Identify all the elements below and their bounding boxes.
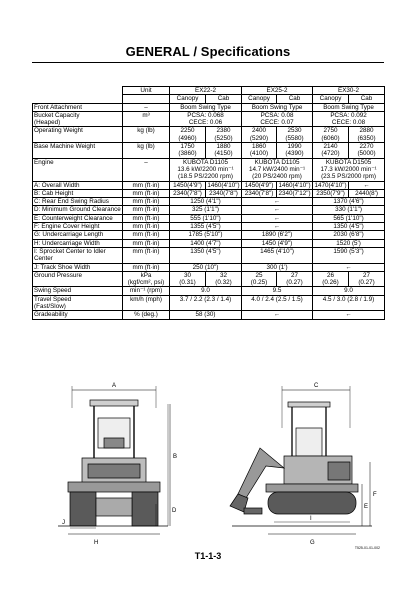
row-engine-cover-height xyxy=(33,223,385,231)
cell-ex25 xyxy=(242,111,313,127)
header-model-ex30: EX30-2 xyxy=(313,87,385,95)
cell: 2340(7'12") xyxy=(278,189,311,197)
unit-line: (kgf/cm², psi) xyxy=(127,279,165,287)
row-unit: km/h (mph) xyxy=(123,295,170,311)
cell: 1470(4'10") xyxy=(314,181,347,189)
cell-value: 26 xyxy=(327,271,335,279)
dimension-label-h: H xyxy=(94,540,99,546)
cell xyxy=(277,271,313,287)
row-unit: mm (ft·in) xyxy=(123,223,170,231)
header-model-ex22: EX22-2 xyxy=(170,87,242,95)
row-travel-speed xyxy=(33,295,385,311)
cell xyxy=(170,271,206,287)
row-unit: – xyxy=(123,158,170,181)
cell xyxy=(349,127,385,143)
cell-value: 27 xyxy=(291,271,299,279)
row-label: Front Attachment xyxy=(33,103,123,111)
row-unit: – xyxy=(123,103,170,111)
cell: 1450(4'9") xyxy=(242,181,277,189)
row-unit: mm (ft·in) xyxy=(123,247,170,263)
cell-line: PCSA: 0.068 xyxy=(187,111,224,119)
cell: 1450(4'9") xyxy=(170,181,206,189)
cell-ex22: 1250 (4'1") xyxy=(170,198,242,206)
row-swing-speed xyxy=(33,287,385,295)
row-label: I: Sprocket Center to Idler Center xyxy=(33,247,123,263)
cell-line: (20 PS/2400 rpm) xyxy=(252,173,302,181)
cell-ex30: 330 (1'1") xyxy=(313,206,385,214)
row-label: Operating Weight xyxy=(33,127,123,143)
cell-ex30: 1350 (4'5") xyxy=(313,223,385,231)
row-track-shoe-width xyxy=(33,263,385,271)
cell-sub: (0.25) xyxy=(250,279,268,287)
cell-ex25: 1465 (4'10") xyxy=(242,247,313,263)
cell: 1460(4'10") xyxy=(278,181,311,189)
unit-line: kPa xyxy=(140,271,152,279)
row-undercarriage-width xyxy=(33,239,385,247)
header-canopy: Canopy xyxy=(313,95,349,103)
row-label: J: Track Shoe Width xyxy=(33,263,123,271)
cell-line: 14.7 kW/2400 min⁻¹ xyxy=(248,165,306,173)
cell-sub: (0.27) xyxy=(286,279,303,287)
cell-sub: (5000) xyxy=(357,150,376,158)
cell-ex30 xyxy=(313,158,385,181)
front-view-excavator xyxy=(58,383,177,546)
cell-sub: (4390) xyxy=(285,150,304,158)
cell-value: 2380 xyxy=(216,127,231,135)
header-cab: Cab xyxy=(277,95,313,103)
cell: 2340(7'8") xyxy=(242,189,277,197)
cell-line: CECE: 0.08 xyxy=(331,119,366,127)
cell-ex25: 9.5 xyxy=(242,287,313,295)
row-unit: m³ xyxy=(123,111,170,127)
row-counterweight-clearance xyxy=(33,214,385,222)
page-title: GENERAL / Specifications xyxy=(125,44,291,59)
cell-ex30: 9.0 xyxy=(313,287,385,295)
cell-ex30: 1370 (4'6") xyxy=(313,198,385,206)
cell-value: 1860 xyxy=(252,143,267,151)
row-gradeability xyxy=(33,311,385,319)
dimension-label-j: J xyxy=(62,520,65,526)
cell: 2350(7'9") xyxy=(313,189,349,197)
cell-ex22: 250 (10") xyxy=(170,263,242,271)
cell-ex22: 1350 (4'5") xyxy=(170,247,242,263)
row-ground-pressure xyxy=(33,271,385,287)
row-label: Engine xyxy=(33,158,123,181)
cell-value: 2530 xyxy=(287,127,302,135)
row-base-machine-weight xyxy=(33,143,385,159)
row-unit: % (deg.) xyxy=(123,311,170,319)
row-unit: kg (lb) xyxy=(123,127,170,143)
cell-value: 30 xyxy=(183,271,191,279)
row-undercarriage-length xyxy=(33,231,385,239)
excavator-dimension-diagram xyxy=(32,378,384,550)
cell-ex25: 4.0 / 2.4 (2.5 / 1.5) xyxy=(242,295,313,311)
cell-sub: (4150) xyxy=(214,150,233,158)
dimension-label-f: F xyxy=(373,492,377,498)
cell-line: KUBOTA D1105 xyxy=(183,158,228,166)
header-unit: Unit xyxy=(123,87,170,95)
cell: ← xyxy=(349,181,385,189)
row-unit xyxy=(123,271,170,287)
cell-value: 1750 xyxy=(180,143,195,151)
cell-sub: (4960) xyxy=(178,134,197,142)
header-model-ex25: EX25-2 xyxy=(242,87,313,95)
cell-ex30: 4.5 / 3.0 (2.8 / 1.9) xyxy=(313,295,385,311)
cell xyxy=(277,143,313,159)
cell-ex25: ← xyxy=(242,214,313,222)
dimension-label-b: B xyxy=(173,454,178,460)
cell-ex22: 555 (1'10") xyxy=(170,214,242,222)
cell-line: (18.5 PS/2200 rpm) xyxy=(178,173,233,181)
cell-value: 32 xyxy=(220,271,228,279)
cell-sub: (0.27) xyxy=(358,279,375,287)
cell-ex22: 9.0 xyxy=(170,287,242,295)
specifications-table xyxy=(32,86,385,320)
cell xyxy=(170,143,206,159)
cell-line: KUBOTA D1105 xyxy=(254,158,300,166)
cell-value: 2750 xyxy=(323,127,338,135)
cell xyxy=(242,127,277,143)
cell-sub: (5250) xyxy=(214,134,233,142)
cell-value: 2400 xyxy=(252,127,267,135)
cell-sub: (0.32) xyxy=(215,279,232,287)
cell-value: 2140 xyxy=(323,143,338,151)
cell-ex22 xyxy=(170,158,242,181)
cell-ex22: 325 (1'1") xyxy=(170,206,242,214)
cell: 2340(7'8") xyxy=(170,189,206,197)
row-label: F: Engine Cover Height xyxy=(33,223,123,231)
cell-ex22: 1785 (5'10") xyxy=(170,231,242,239)
row-label-line: (Fast/Slow) xyxy=(34,303,66,311)
cell-ex30: 2030 (6'8") xyxy=(313,231,385,239)
cell-line: PCSA: 0.092 xyxy=(330,111,367,119)
row-label: C: Rear End Swing Radius xyxy=(33,198,123,206)
cell-ex22: 3.7 / 2.2 (2.3 / 1.4) xyxy=(170,295,242,311)
cell xyxy=(313,127,349,143)
row-unit: mm (ft·in) xyxy=(123,206,170,214)
dimension-label-i: I xyxy=(310,516,312,522)
row-label-line: (Heaped) xyxy=(34,119,61,127)
row-unit: mm (ft·in) xyxy=(123,263,170,271)
cell-line: (23.5 PS/2000 rpm) xyxy=(321,173,377,181)
cell-line: PCSA: 0.08 xyxy=(260,111,294,119)
row-engine xyxy=(33,158,385,181)
row-overall-width xyxy=(33,181,385,189)
cell xyxy=(242,143,277,159)
cell-line: CECE: 0.07 xyxy=(260,119,294,127)
row-rear-end-swing-radius xyxy=(33,198,385,206)
cell-value: 2880 xyxy=(359,127,374,135)
row-bucket-capacity xyxy=(33,111,385,127)
row-unit: mm (ft·in) xyxy=(123,189,170,197)
header-blank xyxy=(33,87,123,95)
cell-sub: (5580) xyxy=(285,134,304,142)
row-label: Gradeability xyxy=(33,311,123,319)
cell xyxy=(206,127,242,143)
row-minimum-ground-clearance xyxy=(33,206,385,214)
cell-sub: (0.31) xyxy=(179,279,196,287)
row-label: D: Minimum Ground Clearance xyxy=(34,206,121,214)
cell xyxy=(206,271,242,287)
row-label: E: Counterweight Clearance xyxy=(33,214,123,222)
dimension-label-d: D xyxy=(172,508,177,514)
cell: 1460(4'10") xyxy=(207,181,240,189)
cell-ex30: Boom Swing Type xyxy=(313,103,385,111)
figure-code: T525-01-01-002 xyxy=(354,546,380,550)
cell-ex22: 1355 (4'5") xyxy=(170,223,242,231)
row-unit: min⁻¹ (rpm) xyxy=(123,287,170,295)
cell-ex22: Boom Swing Type xyxy=(170,103,242,111)
row-label xyxy=(33,295,123,311)
cell-ex25: ← xyxy=(242,223,313,231)
header-unit-blank xyxy=(123,95,170,103)
row-unit: kg (lb) xyxy=(123,143,170,159)
cell-ex25: Boom Swing Type xyxy=(242,103,313,111)
row-cab-height xyxy=(33,189,385,197)
cell-value: 1880 xyxy=(216,143,231,151)
cell xyxy=(349,143,385,159)
cell-ex25: ← xyxy=(242,311,313,319)
cell-sub: (3860) xyxy=(178,150,197,158)
cell-ex25: ← xyxy=(242,198,313,206)
cell-ex25 xyxy=(242,158,313,181)
dimension-label-g: G xyxy=(310,540,315,546)
side-view-excavator xyxy=(230,383,377,546)
cell-ex30: 1590 (5'3") xyxy=(313,247,385,263)
cell xyxy=(313,143,349,159)
dimension-label-a: A xyxy=(112,383,117,389)
header-cab: Cab xyxy=(206,95,242,103)
row-label: A: Overall Width xyxy=(33,181,123,189)
cell-ex22: 58 (30) xyxy=(170,311,242,319)
row-operating-weight xyxy=(33,127,385,143)
row-front-attachment xyxy=(33,103,385,111)
cell-ex22 xyxy=(170,111,242,127)
cell xyxy=(313,271,349,287)
row-sprocket-center xyxy=(33,247,385,263)
cell-value: 1990 xyxy=(287,143,302,151)
cell-ex22: 1400 (4'7") xyxy=(170,239,242,247)
cell-sub: (0.26) xyxy=(322,279,339,287)
cell-ex30: 565 (1'10") xyxy=(313,214,385,222)
cell: 2440(8') xyxy=(349,189,385,197)
title-rule xyxy=(32,62,384,63)
row-label: Base Machine Weight xyxy=(33,143,123,159)
dimension-label-e: E xyxy=(364,504,369,510)
page-number: T1-1-3 xyxy=(194,551,222,561)
cell-sub: (4100) xyxy=(249,150,269,158)
cell-line: KUBOTA D1505 xyxy=(325,158,372,166)
row-label-line: Bucket Capacity xyxy=(34,111,80,119)
cell-sub: (6060) xyxy=(321,134,340,142)
cell xyxy=(349,271,385,287)
cell-ex30 xyxy=(313,111,385,127)
dimension-label-c: C xyxy=(314,383,319,389)
cell xyxy=(277,127,313,143)
header-canopy: Canopy xyxy=(242,95,277,103)
cell-ex25: 1450 (4'9") xyxy=(242,239,313,247)
row-unit: mm (ft·in) xyxy=(123,181,170,189)
cell-sub: (4720) xyxy=(321,150,340,158)
header-row-cab-type xyxy=(33,95,385,103)
cell-line: CECE: 0.06 xyxy=(188,119,223,127)
cell-sub: (5290) xyxy=(249,134,269,142)
cell-line: 17.3 kW/2000 min⁻¹ xyxy=(320,165,377,173)
cell-value: 2250 xyxy=(180,127,195,135)
cell-value: 2270 xyxy=(359,143,374,151)
cell-sub: (6350) xyxy=(357,134,376,142)
cell xyxy=(206,143,242,159)
row-label: H: Undercarriage Width xyxy=(33,239,123,247)
row-label: Swing Speed xyxy=(33,287,123,295)
row-label: Ground Pressure xyxy=(33,271,123,287)
row-label-line: Travel Speed xyxy=(34,295,72,303)
row-unit: mm (ft·in) xyxy=(123,198,170,206)
header-canopy: Canopy xyxy=(170,95,206,103)
cell xyxy=(170,127,206,143)
row-unit: mm (ft·in) xyxy=(123,214,170,222)
row-unit: mm (ft·in) xyxy=(123,239,170,247)
cell-value: 25 xyxy=(255,271,263,279)
row-label: G: Undercarriage Length xyxy=(33,231,123,239)
header-row-models xyxy=(33,87,385,95)
cell-ex30: ← xyxy=(313,311,385,319)
cell-ex25: ← xyxy=(242,206,313,214)
row-label: B: Cab Height xyxy=(33,189,123,197)
header-cab: Cab xyxy=(349,95,385,103)
cell-ex30: 1520 (5') xyxy=(313,239,385,247)
cell: 2340(7'8") xyxy=(206,189,242,197)
header-blank-2 xyxy=(33,95,123,103)
row-label xyxy=(33,111,123,127)
cell-ex30: ← xyxy=(313,263,385,271)
cell-ex25: 300 (1') xyxy=(242,263,313,271)
cell xyxy=(242,271,277,287)
cell-line: 13.6 kW/2200 min⁻¹ xyxy=(177,165,234,173)
cell-value: 27 xyxy=(363,271,371,279)
cell-ex25: 1890 (6'2") xyxy=(242,231,313,239)
row-unit: mm (ft·in) xyxy=(123,231,170,239)
